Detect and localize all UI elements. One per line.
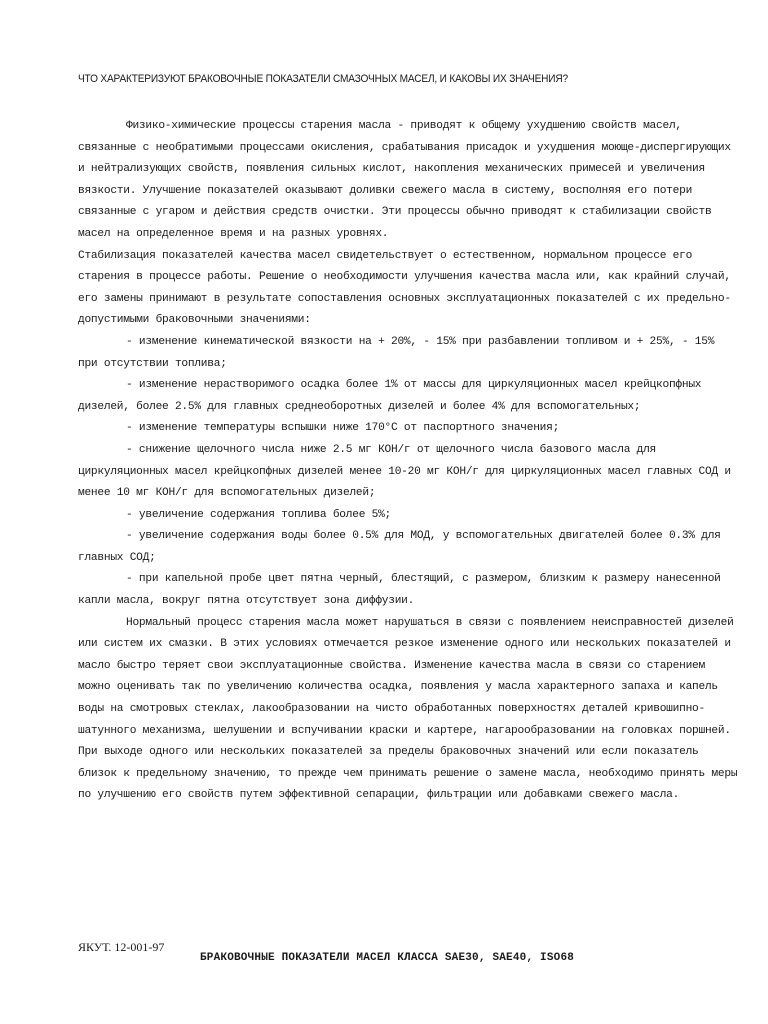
footer-title: БРАКОВОЧНЫЕ ПОКАЗАТЕЛИ МАСЕЛ КЛАССА SAE30, SAE40, ISO68 [200, 952, 575, 964]
list-item-fuel-content: - увеличение содержания топлива более 5%; [126, 508, 392, 521]
document-title: ЧТО ХАРАКТЕРИЗУЮТ БРАКОВОЧНЫЕ ПОКАЗАТЕЛИ СМАЗОЧНЫХ МАСЕЛ, И КАКОВЫ ИХ ЗНАЧЕНИЯ? [78, 73, 568, 85]
list-item-viscosity: - изменение кинематической вязкости на + 20%, - 15% при разбавлении топливом и + 25%, - 15% при отсутствии топлива; [78, 335, 715, 370]
list-item-insoluble-sediment: - изменение нерастворимого осадка более 1% от массы для циркуляционных масел крейцкопфных дизелей, более 2.5% для главных среднеоборотных дизелей и более 4% для вспомогательных; [78, 379, 702, 413]
list-item-flash-point: - изменение температуры вспышки ниже 170°С от паспортного значения; [126, 422, 560, 435]
list-item-drop-test: - при капельной пробе цвет пятна черный, блестящий, с размером, близким к размеру нанесенной капли масла, вокруг пятна отсутствует зона диффузии. [78, 573, 721, 608]
list-item-water-content: - увеличение содержания воды более 0.5% для МОД, у вспомогательных двигателей более 0.3% для главных СОД; [78, 530, 721, 564]
list-item-base-number: - снижение щелочного числа ниже 2.5 мг КОН/г от щелочного числа базового масла для циркуляционных масел крейцкопфных дизелей менее 10-20 мг КОН/г для циркуляционных масел главных СОД и менее 10 мг КОН/г для вспомогательных дизелей; [78, 443, 731, 500]
document-code: ЯКУТ. 12-001-97 [78, 940, 165, 954]
paragraph-aging-processes: Физико-химические процессы старения масла - приводят к общему ухудшению свойств масел, связанные с необратимыми процессами окисления, срабатывания присадок и ухудшения моюще-диспергирующих и нейтрализующих свойств, появления сильных кислот, накопления механических примесей и увеличения вязкости. Улучшение показателей оказывают доливки свежего масла в систему, восполняя его потери связанные с угаром и действия средств очистки. Эти процессы обычно приводят к стабилизации свойств масел на определенное время и на разных уровнях. [78, 120, 731, 240]
document-body [78, 116, 738, 807]
paragraph-stabilization: Стабилизация показателей качества масел свидетельствует о естественном, нормальном процессе его старения в процессе работы. Решение о необходимости улучшения качества масла или, как крайний случай, его замены принимают в результате сопоставления основных эксплуатационных показателей с их предельно-допустимыми браковочными значениями: [78, 249, 731, 327]
paragraph-abnormal-aging: Нормальный процесс старения масла может нарушаться в связи с появлением неисправностей дизелей или систем их смазки. В этих условиях отмечается резкое изменение одного или нескольких показателей и масло быстро теряет свои эксплуатационные свойства. Изменение качества масла в связи со старением можно оценивать так по увеличению количества осадка, появления у масла характерного запаха и капель воды на смотровых стеклах, лакообразовании на чисто обработанных поверхностях деталей кривошипно-шатунного механизма, шелушении и вспучивании краски и картере, нагарообразовании на головках поршней. При выходе одного или нескольких показателей за пределы браковочных значений или если показатель близок к предельному значению, то прежде чем принимать решение о замене масла, необходимо принять меры по улучшению его свойств путем эффективной сепарации, фильтрации или добавками свежего масла. [78, 616, 738, 802]
